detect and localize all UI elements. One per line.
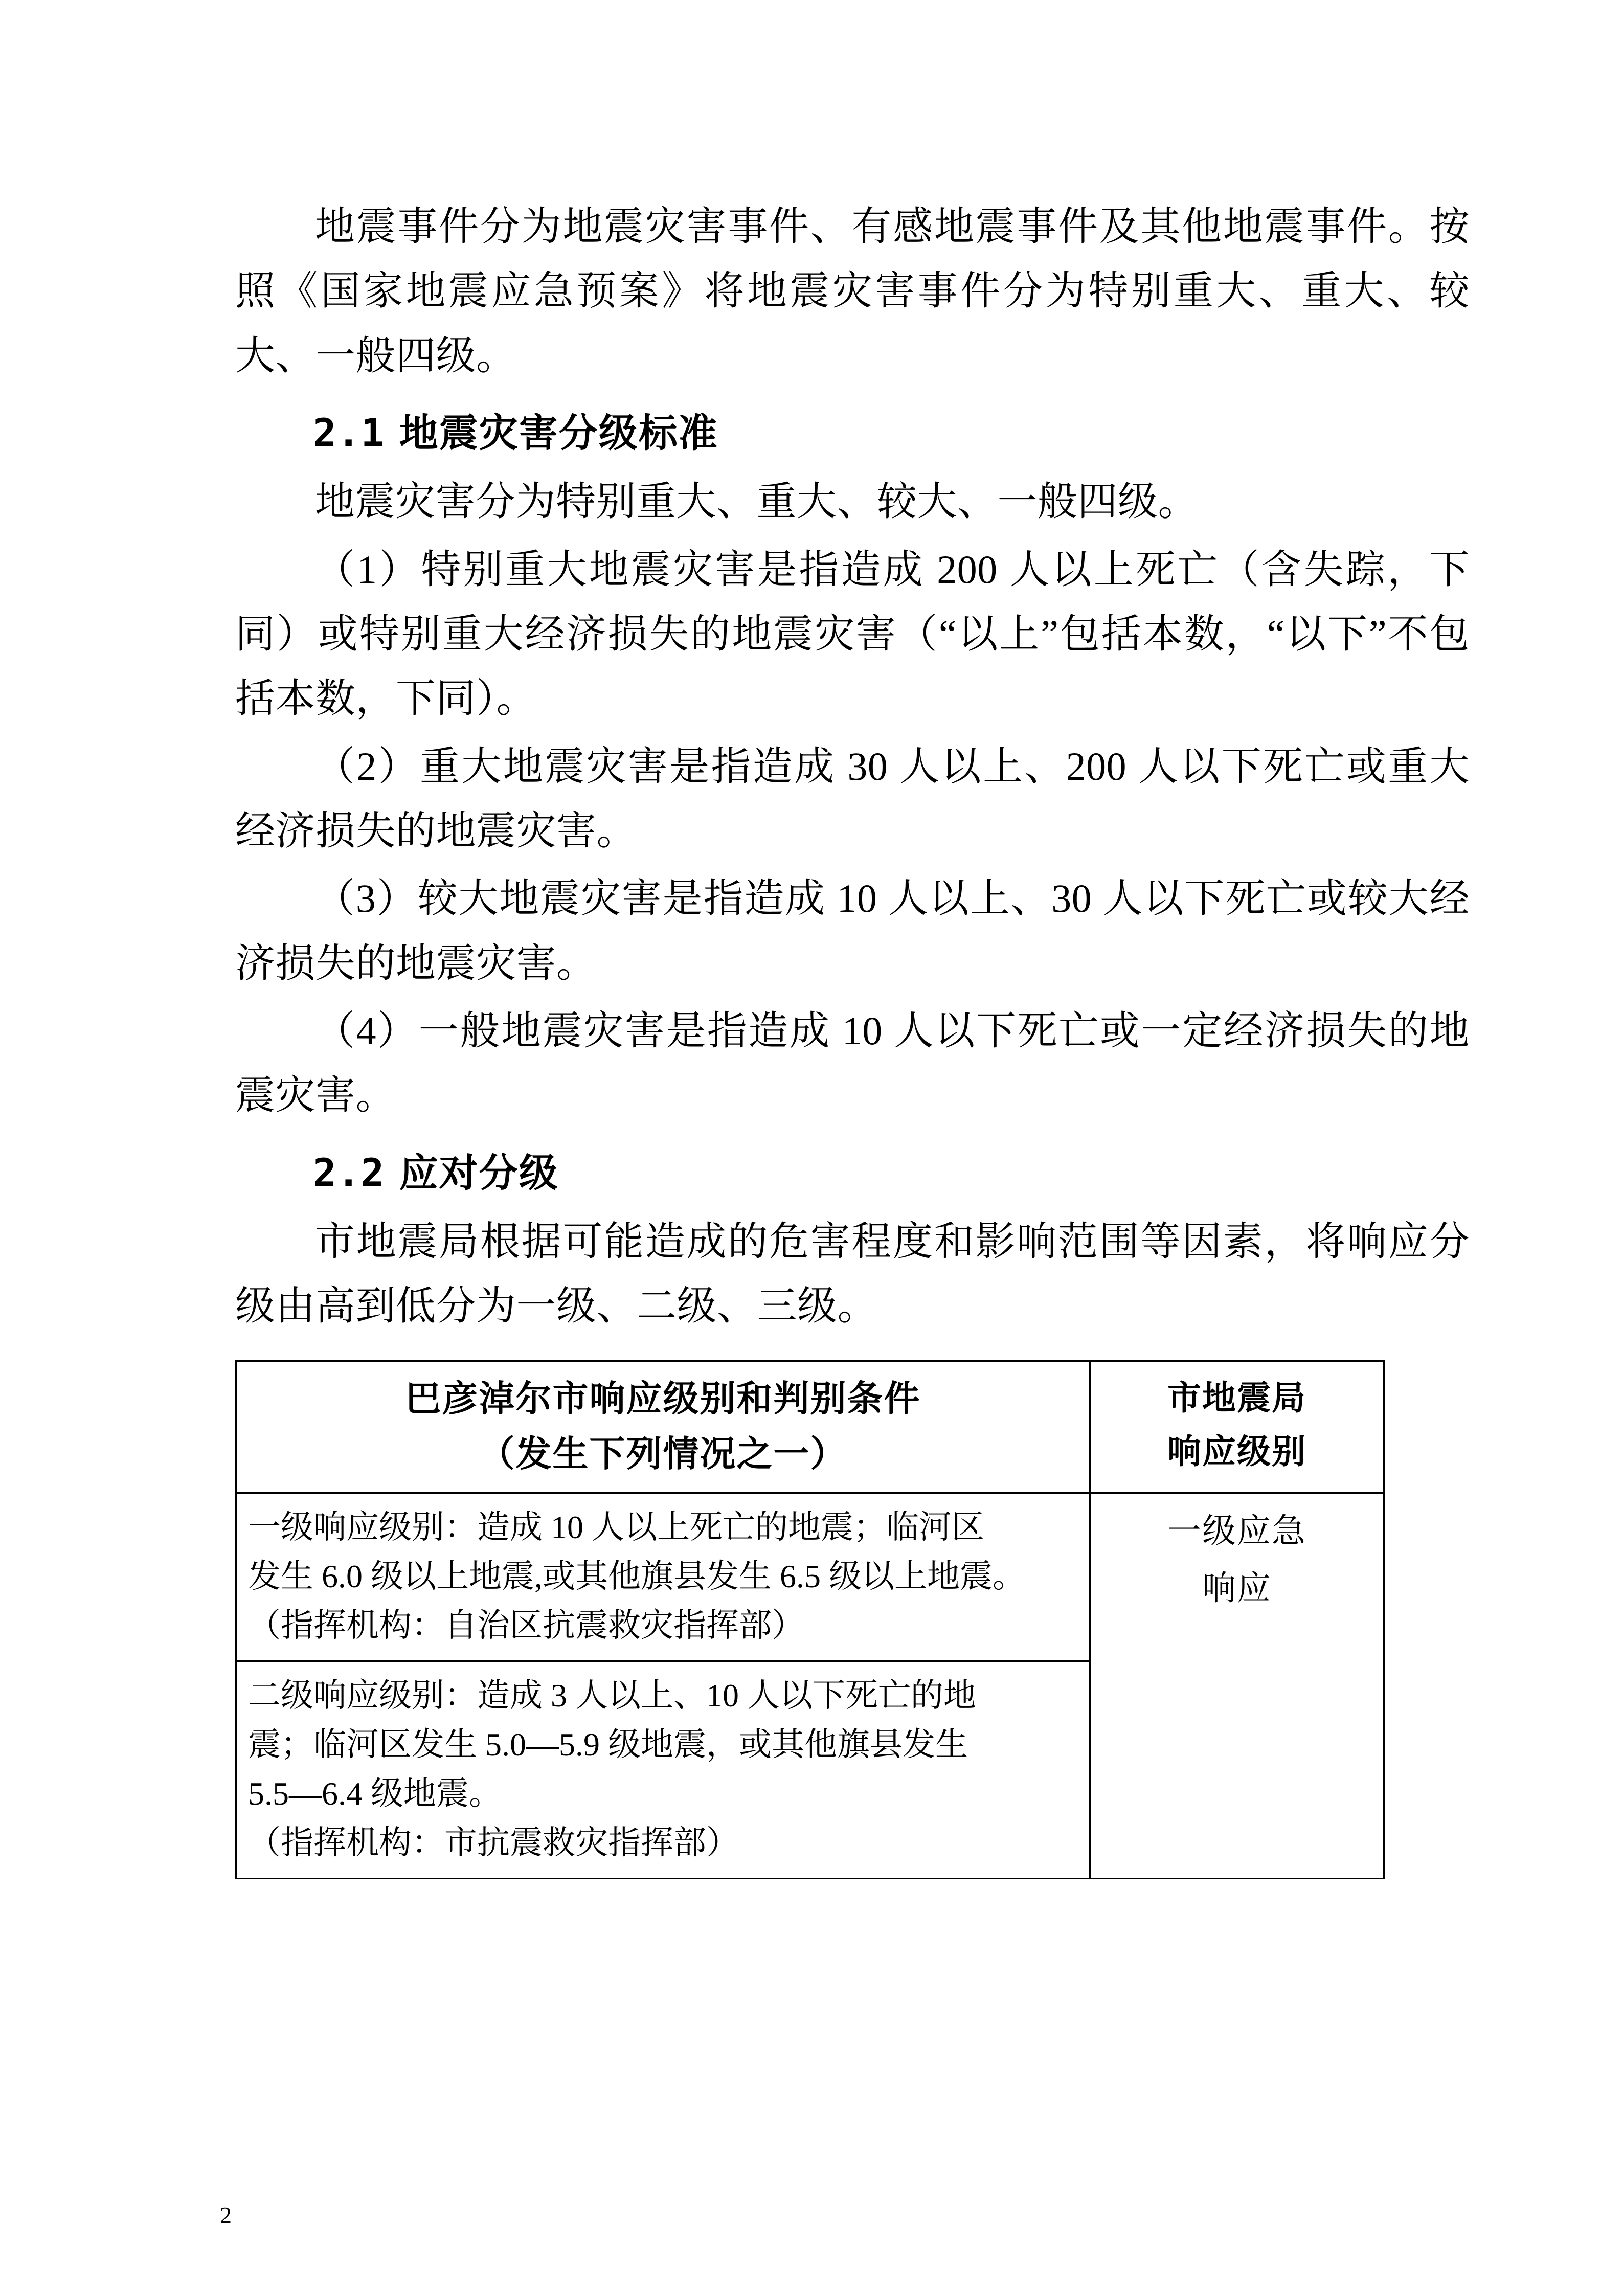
table-cell-response-level-value [1090, 1493, 1384, 1878]
section-number: 2.2 [313, 1150, 385, 1196]
table-header-conditions-line1: 巴彦淖尔市响应级别和判别条件 [405, 1377, 921, 1420]
table-header-response-level-line2: 响应级别 [1167, 1432, 1306, 1472]
table-header-row [236, 1361, 1384, 1493]
table-header-response-level-line1: 市地震局 [1167, 1378, 1306, 1417]
condition-line: 5.5—6.4 级地震。 [248, 1775, 502, 1812]
section-2-1-paragraph-1: 地震灾害分为特别重大、重大、较大、一般四级。 [315, 479, 1199, 524]
response-level-line1: 一级应急 [1167, 1512, 1306, 1550]
section-2-1-paragraph-4: （3）较大地震灾害是指造成 10 人以上、30 人以下死亡或较大经济损失的地震灾害。 [235, 876, 1470, 985]
section-heading-2-2 [235, 1141, 1470, 1204]
condition-line: 一级响应级别：造成 10 人以上死亡的地震；临河区 [248, 1509, 984, 1545]
section-number: 2.1 [313, 410, 385, 456]
condition-line: 震；临河区发生 5.0—5.9 级地震，或其他旗县发生 [248, 1726, 968, 1763]
table-header-response-level [1090, 1361, 1384, 1493]
section-2-1-paragraph-2: （1）特别重大地震灾害是指造成 200 人以上死亡（含失踪，下同）或特别重大经济损失的地震灾害（“以上”包括本数，“以下”不包括本数，下同）。 [235, 547, 1470, 721]
section-title: 地震灾害分级标准 [399, 410, 718, 456]
table-row [236, 1493, 1384, 1661]
condition-line: 二级响应级别：造成 3 人以上、10 人以下死亡的地 [248, 1677, 976, 1714]
condition-line: （指挥机构：自治区抗震救灾指挥部） [248, 1607, 804, 1644]
response-level-line2: 响应 [1202, 1569, 1272, 1607]
table-header-conditions [236, 1361, 1090, 1493]
section-2-1-paragraph-5: （4）一般地震灾害是指造成 10 人以下死亡或一定经济损失的地震灾害。 [235, 1008, 1470, 1118]
condition-line: 发生 6.0 级以上地震,或其他旗县发生 6.5 级以上地震。 [248, 1558, 1025, 1594]
table-cell-level-1-condition [236, 1493, 1090, 1661]
section-heading-2-1 [235, 401, 1470, 464]
intro-paragraph: 地震事件分为地震灾害事件、有感地震事件及其他地震事件。按照《国家地震应急预案》将地震灾害事件分为特别重大、重大、较大、一般四级。 [235, 204, 1470, 378]
table-cell-level-2-condition [236, 1661, 1090, 1878]
response-level-table [235, 1360, 1385, 1879]
section-2-2-paragraph-1: 市地震局根据可能造成的危害程度和影响范围等因素，将响应分级由高到低分为一级、二级、三级。 [235, 1219, 1470, 1329]
page-number: 2 [220, 2202, 232, 2228]
table-header-conditions-line2: （发生下列情况之一） [479, 1433, 847, 1475]
section-2-1-paragraph-3: （2）重大地震灾害是指造成 30 人以上、200 人以下死亡或重大经济损失的地震灾害。 [235, 744, 1470, 853]
document-body [235, 194, 1470, 1339]
condition-line: （指挥机构：市抗震救灾指挥部） [248, 1824, 739, 1861]
section-title: 应对分级 [399, 1150, 559, 1196]
